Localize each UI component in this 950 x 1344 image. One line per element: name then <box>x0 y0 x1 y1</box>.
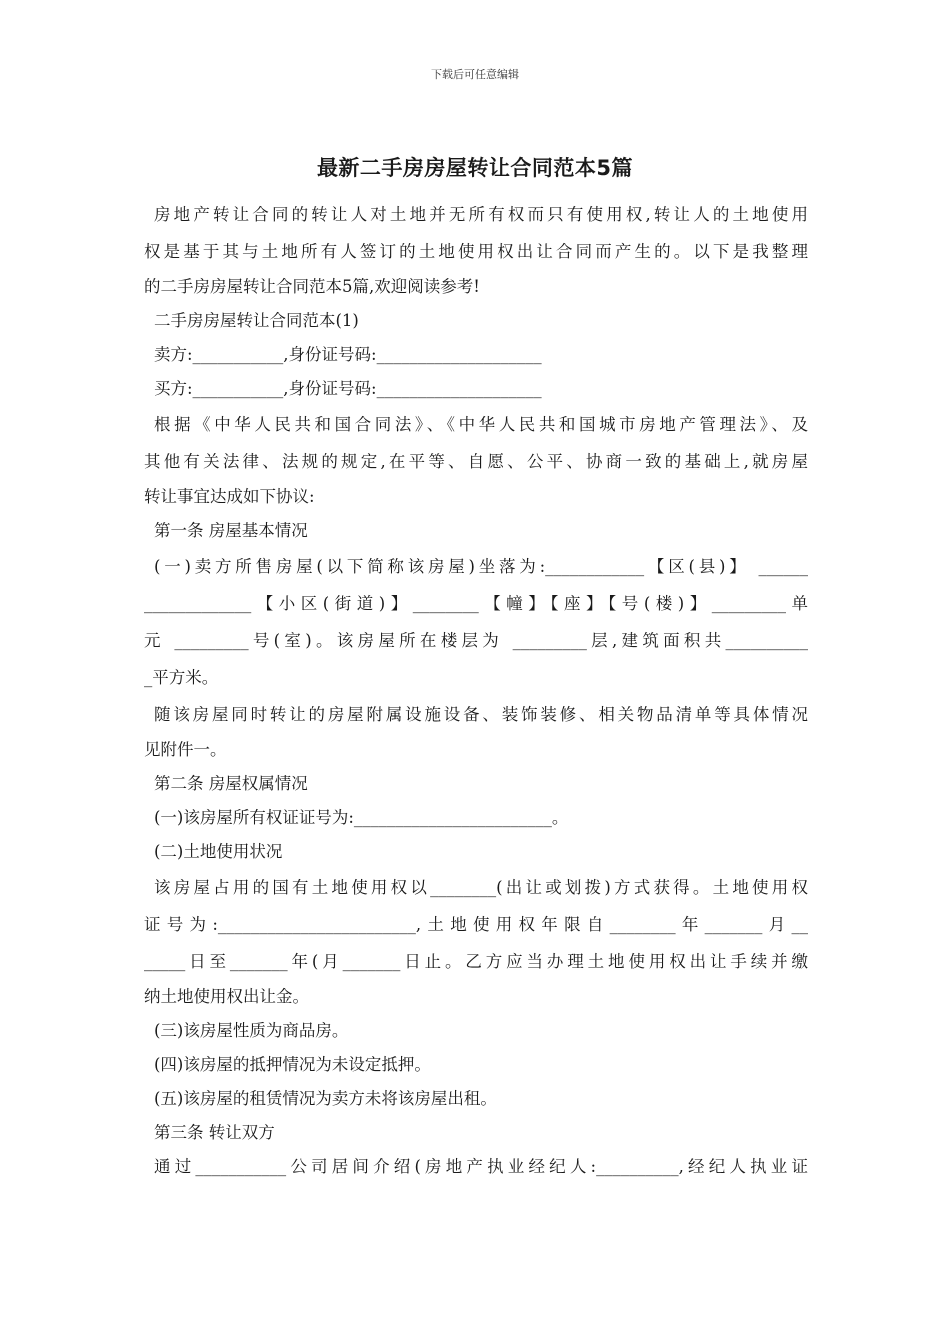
text-line: 转让事宜达成如下协议: <box>144 487 315 506</box>
text-line: _____日至_______年(月_______日止。乙方应当办理土地使用权出让手续并缴 <box>144 952 808 971</box>
text-line: _平方米。 <box>144 668 219 687</box>
text-line: 第三条 转让双方 <box>154 1123 275 1142</box>
text-line: 二手房房屋转让合同范本(1) <box>154 311 359 330</box>
text-line: 通过___________公司居间介绍(房地产执业经纪人:__________,经纪人执业证 <box>154 1157 808 1176</box>
text-line: 纳土地使用权出让金。 <box>144 987 309 1006</box>
text-line: 第一条 房屋基本情况 <box>154 521 308 540</box>
text-line: (一)卖方所售房屋(以下简称该房屋)坐落为:____________【区(县)】 ______ <box>154 557 808 576</box>
text-line: 卖方:___________,身份证号码:____________________ <box>154 345 542 364</box>
text-line: 根据《中华人民共和国合同法》、《中华人民共和国城市房地产管理法》、及 <box>154 415 808 434</box>
text-line: 第二条 房屋权属情况 <box>154 774 308 793</box>
text-line: (一)该房屋所有权证证号为:________________________。 <box>154 808 569 827</box>
document-title: 最新二手房房屋转让合同范本5篇 <box>316 156 634 180</box>
text-line: 见附件一。 <box>144 740 227 759</box>
text-line: 该房屋占用的国有土地使用权以________(出让或划拨)方式获得。土地使用权 <box>154 878 808 897</box>
text-line: 元 _________号(室)。该房屋所在楼层为 _________层,建筑面积共__________ <box>144 631 808 650</box>
text-line: 随该房屋同时转让的房屋附属设施设备、装饰装修、相关物品清单等具体情况 <box>154 705 808 724</box>
header-note: 下载后可任意编辑 <box>431 68 519 81</box>
document-body <box>144 196 808 1184</box>
text-line: (三)该房屋性质为商品房。 <box>154 1021 349 1040</box>
text-line: 买方:___________,身份证号码:____________________ <box>154 379 542 398</box>
text-line: (二)土地使用状况 <box>154 842 283 861</box>
text-line: 证号为:________________________,土地使用权年限自________年_______月__ <box>144 915 808 934</box>
text-line: (五)该房屋的租赁情况为卖方未将该房屋出租。 <box>154 1089 497 1108</box>
text-line: (四)该房屋的抵押情况为未设定抵押。 <box>154 1055 431 1074</box>
text-line: 的二手房房屋转让合同范本5篇,欢迎阅读参考! <box>144 277 480 296</box>
text-line: 其他有关法律、法规的规定,在平等、自愿、公平、协商一致的基础上,就房屋 <box>144 452 808 471</box>
text-line: _____________【小区(街道)】________【幢】【座】【号(楼)】_________单 <box>144 594 808 613</box>
text-line: 权是基于其与土地所有人签订的土地使用权出让合同而产生的。以下是我整理 <box>144 242 808 261</box>
text-line: 房地产转让合同的转让人对土地并无所有权而只有使用权,转让人的土地使用 <box>154 205 808 224</box>
